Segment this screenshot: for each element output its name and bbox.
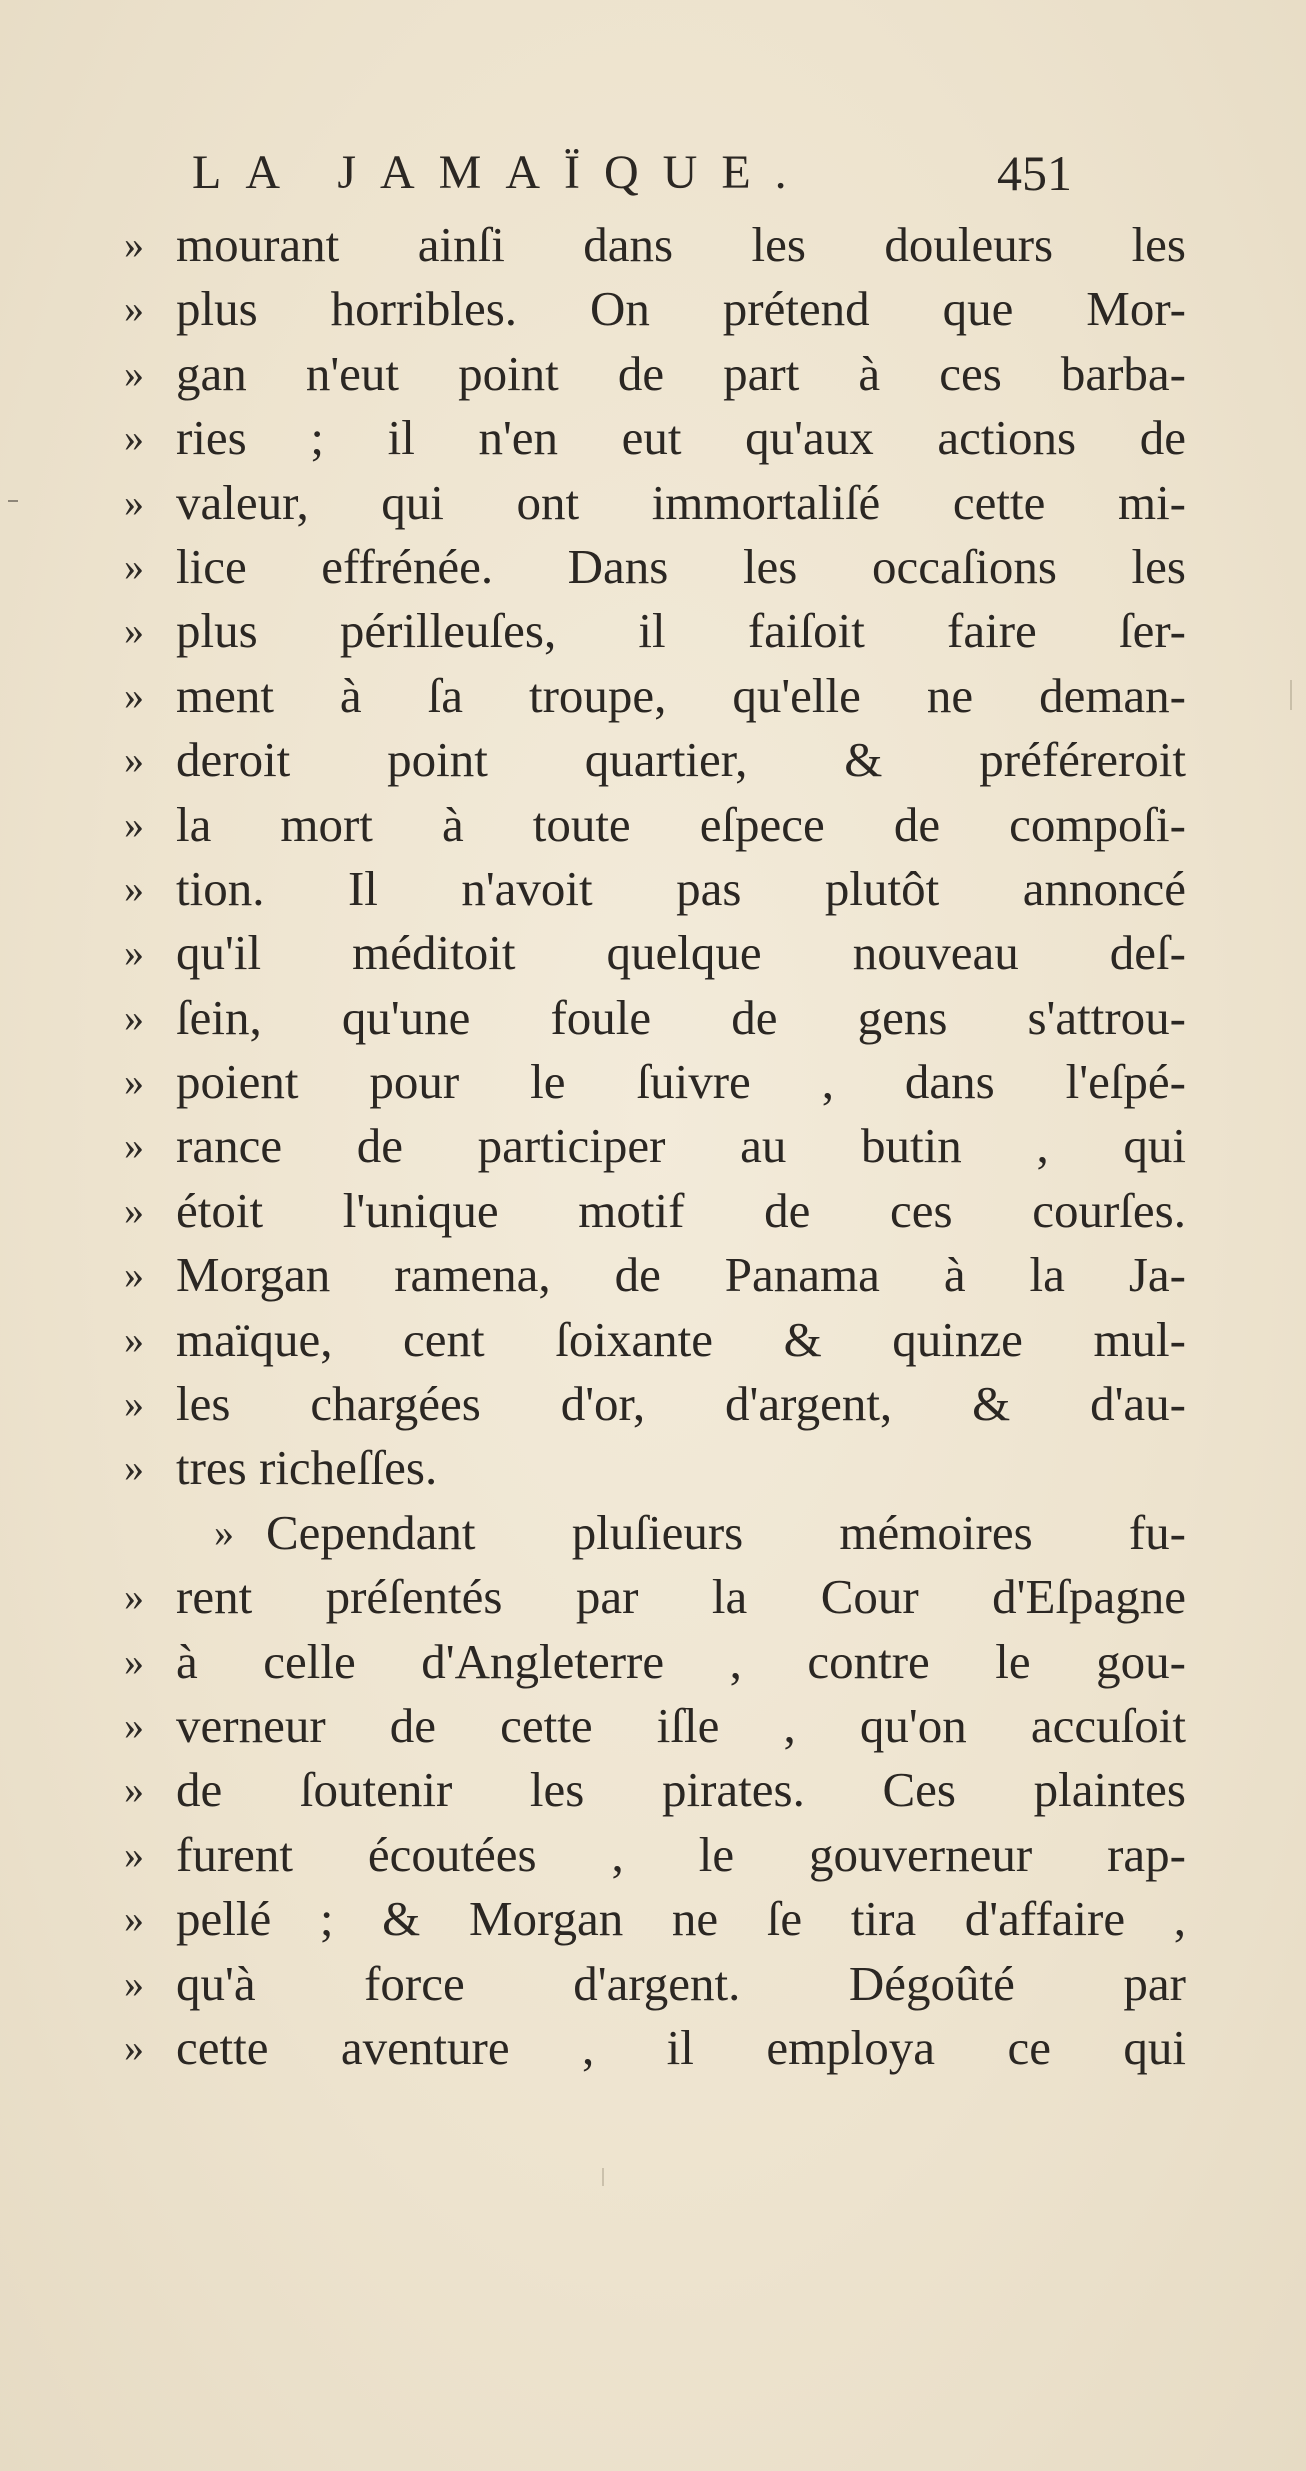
text-line xyxy=(124,1372,1186,1436)
text-line xyxy=(124,664,1186,728)
text-line xyxy=(124,213,1186,277)
line-text: étoit l'unique motif de ces courſes. xyxy=(176,1182,1186,1238)
quote-mark: » xyxy=(124,1831,144,1877)
running-head xyxy=(192,138,1072,208)
quote-mark: » xyxy=(124,1960,144,2006)
line-text: valeur, qui ont immortaliſé cette mi- xyxy=(176,474,1186,530)
line-text: rance de participer au butin , qui xyxy=(176,1118,1186,1174)
quote-mark: » xyxy=(214,1509,234,1555)
quote-mark: » xyxy=(124,608,144,654)
line-text: deroit point quartier, & préféreroit xyxy=(176,732,1186,788)
text-line xyxy=(124,728,1186,792)
text-line xyxy=(124,793,1186,857)
line-text: verneur de cette iſle , qu'on accuſoit xyxy=(176,1697,1186,1753)
quote-mark: » xyxy=(124,1445,144,1491)
quote-mark: » xyxy=(124,1896,144,1942)
line-text: ſein, qu'une foule de gens s'attrou- xyxy=(176,989,1186,1045)
text-line xyxy=(124,857,1186,921)
text-line xyxy=(124,1243,1186,1307)
quote-mark: » xyxy=(124,286,144,332)
line-text: rent préſentés par la Cour d'Eſpagne xyxy=(176,1569,1186,1625)
line-text: poient pour le ſuivre , dans l'eſpé- xyxy=(176,1054,1186,1110)
paper-fold-mark xyxy=(1290,680,1292,710)
text-line xyxy=(124,1501,1186,1565)
margin-tick-mark xyxy=(8,500,18,502)
text-block xyxy=(124,213,1186,2080)
line-text: tion. Il n'avoit pas plutôt annoncé xyxy=(176,860,1186,916)
line-text: qu'à force d'argent. Dégoûté par xyxy=(176,1955,1186,2011)
running-title: LA JAMAÏQUE. xyxy=(192,146,811,199)
text-line xyxy=(124,1694,1186,1758)
quote-mark: » xyxy=(124,1316,144,1362)
quote-mark: » xyxy=(124,543,144,589)
text-line xyxy=(124,1050,1186,1114)
line-text: furent écoutées , le gouverneur rap- xyxy=(176,1826,1186,1882)
text-line xyxy=(124,921,1186,985)
line-text: qu'il méditoit quelque nouveau deſ- xyxy=(176,925,1186,981)
quote-mark: » xyxy=(124,2024,144,2070)
text-line xyxy=(124,2016,1186,2080)
quote-mark: » xyxy=(124,479,144,525)
line-text: la mort à toute eſpece de compoſi- xyxy=(176,796,1186,852)
text-line xyxy=(124,342,1186,406)
line-text: mourant ainſi dans les douleurs les xyxy=(176,217,1186,272)
quote-mark: » xyxy=(124,865,144,911)
quote-mark: » xyxy=(124,1059,144,1105)
quote-mark: » xyxy=(124,737,144,783)
text-line xyxy=(124,1308,1186,1372)
line-text: tres richeſſes. xyxy=(176,1440,438,1496)
text-line xyxy=(124,599,1186,663)
line-text: ment à ſa troupe, qu'elle ne deman- xyxy=(176,667,1186,723)
quote-mark: » xyxy=(124,1252,144,1298)
quote-mark: » xyxy=(124,222,144,267)
text-line xyxy=(124,535,1186,599)
text-line xyxy=(124,1758,1186,1822)
text-line xyxy=(124,1952,1186,2016)
quote-mark: » xyxy=(124,1574,144,1620)
text-line xyxy=(124,1887,1186,1951)
quote-mark: » xyxy=(124,994,144,1040)
text-line xyxy=(124,1114,1186,1178)
line-text: cette aventure , il employa ce qui xyxy=(176,2019,1186,2075)
quote-mark: » xyxy=(124,1187,144,1233)
quote-mark: » xyxy=(124,1767,144,1813)
text-line xyxy=(124,1823,1186,1887)
text-line xyxy=(124,986,1186,1050)
quote-mark: » xyxy=(124,672,144,718)
quote-mark: » xyxy=(124,350,144,396)
quote-mark: » xyxy=(124,1702,144,1748)
line-text: plus horribles. On prétend que Mor- xyxy=(176,281,1186,337)
line-text: Cependant pluſieurs mémoires fu- xyxy=(266,1504,1186,1560)
line-text: ries ; il n'en eut qu'aux actions de xyxy=(176,410,1186,466)
line-text: maïque, cent ſoixante & quinze mul- xyxy=(176,1311,1186,1367)
ink-speck xyxy=(602,2168,604,2186)
line-text: Morgan ramena, de Panama à la Ja- xyxy=(176,1247,1186,1303)
text-line xyxy=(124,1565,1186,1629)
line-text: à celle d'Angleterre , contre le gou- xyxy=(176,1633,1186,1689)
quote-mark: » xyxy=(124,801,144,847)
text-line xyxy=(124,1179,1186,1243)
line-text: lice effrénée. Dans les occaſions les xyxy=(176,538,1186,594)
quote-mark: » xyxy=(124,1638,144,1684)
text-line xyxy=(124,406,1186,470)
quote-mark: » xyxy=(124,1381,144,1427)
quote-mark: » xyxy=(124,930,144,976)
quote-mark: » xyxy=(124,415,144,461)
line-text: les chargées d'or, d'argent, & d'au- xyxy=(176,1376,1186,1432)
line-text: pellé ; & Morgan ne ſe tira d'affaire , xyxy=(176,1891,1186,1947)
text-line xyxy=(124,277,1186,341)
line-text: plus périlleuſes, il faiſoit faire ſer- xyxy=(176,603,1186,659)
text-line xyxy=(124,1630,1186,1694)
text-line xyxy=(124,471,1186,535)
quote-mark: » xyxy=(124,1123,144,1169)
page-number: 451 xyxy=(997,145,1072,201)
line-text: de ſoutenir les pirates. Ces plaintes xyxy=(176,1762,1186,1818)
line-text: gan n'eut point de part à ces barba- xyxy=(176,345,1186,401)
text-line xyxy=(124,1436,1074,1500)
